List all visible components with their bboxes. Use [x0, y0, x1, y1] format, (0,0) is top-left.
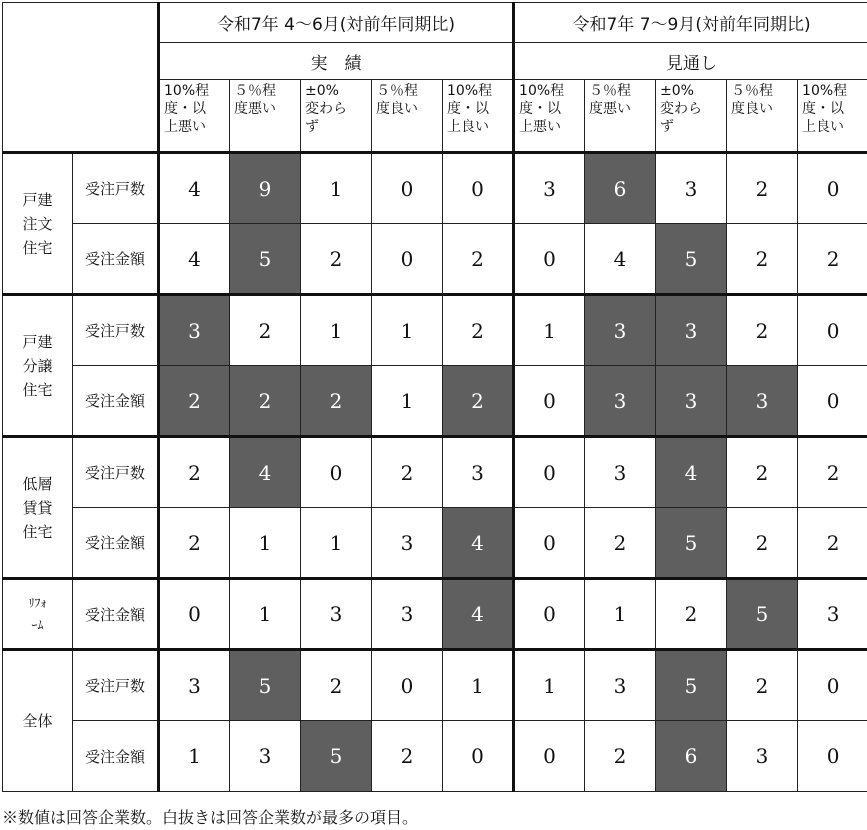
value-cell: 0	[372, 153, 443, 224]
value-cell: 3	[727, 721, 798, 792]
value-cell: 3	[514, 153, 585, 224]
column-header-line: 10%程	[447, 83, 493, 99]
value-cell: 2	[585, 508, 656, 579]
value-cell: 0	[798, 650, 867, 721]
column-header-line: 度良い	[731, 101, 774, 117]
category-label-line: 住宅	[22, 238, 53, 257]
column-header	[514, 80, 585, 153]
value-cell-highlighted: 4	[230, 437, 301, 508]
value-cell: 1	[159, 721, 230, 792]
table-row	[3, 153, 867, 224]
metric-label: 受注戸数	[73, 153, 159, 224]
category-label	[3, 437, 73, 579]
value-cell: 3	[798, 579, 867, 650]
value-cell: 1	[585, 579, 656, 650]
column-header-line: 10%程	[802, 83, 848, 99]
value-cell-highlighted: 4	[656, 437, 727, 508]
category-label	[3, 153, 73, 295]
value-cell: 0	[514, 721, 585, 792]
value-cell: 2	[656, 579, 727, 650]
metric-label: 受注金額	[73, 366, 159, 437]
value-cell: 2	[727, 650, 798, 721]
column-header	[159, 80, 230, 153]
category-label-line: 賃貸	[22, 498, 53, 517]
value-cell: 1	[514, 295, 585, 366]
value-cell-highlighted: 2	[230, 366, 301, 437]
category-label-line: 戸建	[22, 190, 53, 209]
value-cell-highlighted: 6	[585, 153, 656, 224]
table-row	[3, 508, 867, 579]
value-cell-highlighted: 5	[230, 224, 301, 295]
corner-cell	[3, 3, 159, 153]
value-cell: 0	[798, 366, 867, 437]
category-label	[3, 295, 73, 437]
value-cell: 1	[301, 153, 372, 224]
period1-subheader: 実 績	[159, 43, 514, 80]
column-header-line: ず	[305, 119, 319, 135]
value-cell-highlighted: 3	[585, 295, 656, 366]
value-cell: 2	[159, 508, 230, 579]
value-cell: 0	[159, 579, 230, 650]
value-cell: 0	[443, 153, 514, 224]
column-header-line: 10%程	[164, 83, 210, 99]
value-cell: 2	[443, 224, 514, 295]
column-header-line: ５％程	[589, 83, 632, 99]
value-cell: 1	[372, 366, 443, 437]
value-cell-highlighted: 3	[159, 295, 230, 366]
column-header-line: 変わら	[305, 101, 347, 117]
column-header-line: 度・以	[802, 101, 845, 117]
value-cell: 2	[727, 295, 798, 366]
value-cell: 1	[301, 295, 372, 366]
table-row	[3, 224, 867, 295]
value-cell: 0	[514, 224, 585, 295]
value-cell: 2	[727, 508, 798, 579]
category-label-line: ﾘﾌｫ	[28, 596, 47, 610]
table-row	[3, 437, 867, 508]
category-label-line: ｰﾑ	[31, 618, 44, 632]
metric-label: 受注金額	[73, 579, 159, 650]
value-cell: 2	[443, 295, 514, 366]
value-cell: 0	[301, 437, 372, 508]
column-header	[443, 80, 514, 153]
metric-label: 受注戸数	[73, 295, 159, 366]
value-cell-highlighted: 5	[727, 579, 798, 650]
column-header	[798, 80, 867, 153]
column-header-line: 変わら	[660, 101, 703, 117]
table-row	[3, 650, 867, 721]
value-cell: 0	[798, 721, 867, 792]
value-cell: 2	[585, 721, 656, 792]
category-label-line: 住宅	[22, 522, 53, 541]
column-header-line: ５％程	[234, 83, 276, 99]
category-label	[3, 650, 73, 792]
metric-label: 受注金額	[73, 508, 159, 579]
value-cell: 3	[443, 437, 514, 508]
value-cell: 2	[230, 295, 301, 366]
value-cell: 1	[301, 508, 372, 579]
value-cell: 3	[585, 650, 656, 721]
metric-label: 受注金額	[73, 224, 159, 295]
value-cell-highlighted: 3	[727, 366, 798, 437]
category-label-line: 低層	[22, 474, 53, 493]
value-cell: 2	[727, 153, 798, 224]
value-cell: 1	[514, 650, 585, 721]
value-cell: 2	[727, 437, 798, 508]
value-cell: 0	[798, 153, 867, 224]
value-cell: 0	[372, 224, 443, 295]
table-row	[3, 366, 867, 437]
value-cell: 2	[798, 437, 867, 508]
column-header	[585, 80, 656, 153]
metric-label: 受注戸数	[73, 650, 159, 721]
value-cell: 4	[159, 224, 230, 295]
column-header-line: 度・以	[447, 101, 489, 117]
value-cell-highlighted: 9	[230, 153, 301, 224]
period2-subheader: 見通し	[514, 43, 867, 80]
value-cell: 0	[798, 295, 867, 366]
value-cell: 3	[656, 153, 727, 224]
column-header-line: ±0%	[305, 83, 339, 99]
category-label-line: 全体	[22, 712, 53, 730]
value-cell: 1	[230, 508, 301, 579]
category-label	[3, 579, 73, 650]
column-header-line: ５％程	[731, 83, 774, 99]
value-cell-highlighted: 2	[443, 366, 514, 437]
value-cell: 2	[159, 437, 230, 508]
value-cell: 3	[585, 437, 656, 508]
metric-label: 受注金額	[73, 721, 159, 792]
value-cell: 3	[230, 721, 301, 792]
value-cell: 0	[514, 508, 585, 579]
category-label-line: 注文	[22, 214, 53, 233]
column-header-line: 10%程	[519, 83, 565, 99]
value-cell: 0	[372, 650, 443, 721]
category-label-line: 分譲	[22, 356, 53, 375]
period2-header: 令和7年 7～9月(対前年同期比)	[514, 3, 867, 43]
footnote: ※数値は回答企業数。白抜きは回答企業数が最多の項目。	[2, 808, 419, 827]
value-cell: 1	[372, 295, 443, 366]
value-cell: 1	[443, 650, 514, 721]
value-cell: 0	[514, 366, 585, 437]
value-cell: 3	[159, 650, 230, 721]
period1-header: 令和7年 4～6月(対前年同期比)	[159, 3, 514, 43]
table-row	[3, 295, 867, 366]
column-header-line: 度悪い	[589, 101, 632, 117]
column-header-line: 上悪い	[164, 119, 206, 135]
column-header-line: 上良い	[802, 119, 845, 135]
category-label-line: 戸建	[22, 332, 53, 351]
value-cell-highlighted: 4	[443, 508, 514, 579]
column-header	[301, 80, 372, 153]
table-row	[3, 579, 867, 650]
value-cell-highlighted: 5	[301, 721, 372, 792]
survey-table	[2, 2, 867, 792]
column-header-line: 度・以	[519, 101, 562, 117]
value-cell: 0	[514, 579, 585, 650]
column-header-line: ず	[660, 119, 675, 135]
value-cell: 1	[230, 579, 301, 650]
value-cell: 2	[798, 224, 867, 295]
value-cell-highlighted: 4	[443, 579, 514, 650]
column-header-line: ５％程	[376, 83, 418, 99]
value-cell: 2	[372, 437, 443, 508]
column-header-line: 上悪い	[519, 119, 562, 135]
value-cell: 3	[301, 579, 372, 650]
value-cell-highlighted: 2	[301, 366, 372, 437]
value-cell-highlighted: 3	[585, 366, 656, 437]
column-header-line: 度悪い	[234, 101, 276, 117]
value-cell-highlighted: 2	[159, 366, 230, 437]
value-cell: 2	[301, 224, 372, 295]
value-cell-highlighted: 6	[656, 721, 727, 792]
value-cell-highlighted: 3	[656, 295, 727, 366]
metric-label: 受注戸数	[73, 437, 159, 508]
column-header	[656, 80, 727, 153]
value-cell: 2	[727, 224, 798, 295]
value-cell-highlighted: 3	[656, 366, 727, 437]
column-header-line: ±0%	[660, 83, 694, 99]
column-header-line: 度良い	[376, 101, 418, 117]
value-cell: 2	[372, 721, 443, 792]
value-cell: 2	[798, 508, 867, 579]
column-header	[727, 80, 798, 153]
value-cell-highlighted: 5	[656, 650, 727, 721]
value-cell: 4	[159, 153, 230, 224]
column-header-line: 上良い	[447, 119, 489, 135]
value-cell: 3	[372, 508, 443, 579]
category-label-line: 住宅	[22, 380, 53, 399]
value-cell: 2	[301, 650, 372, 721]
value-cell-highlighted: 5	[230, 650, 301, 721]
value-cell: 4	[585, 224, 656, 295]
table-row	[3, 721, 867, 792]
value-cell: 0	[443, 721, 514, 792]
column-header-line: 度・以	[164, 101, 206, 117]
value-cell-highlighted: 5	[656, 508, 727, 579]
value-cell-highlighted: 5	[656, 224, 727, 295]
value-cell: 3	[372, 579, 443, 650]
column-header	[372, 80, 443, 153]
column-header	[230, 80, 301, 153]
value-cell: 0	[514, 437, 585, 508]
